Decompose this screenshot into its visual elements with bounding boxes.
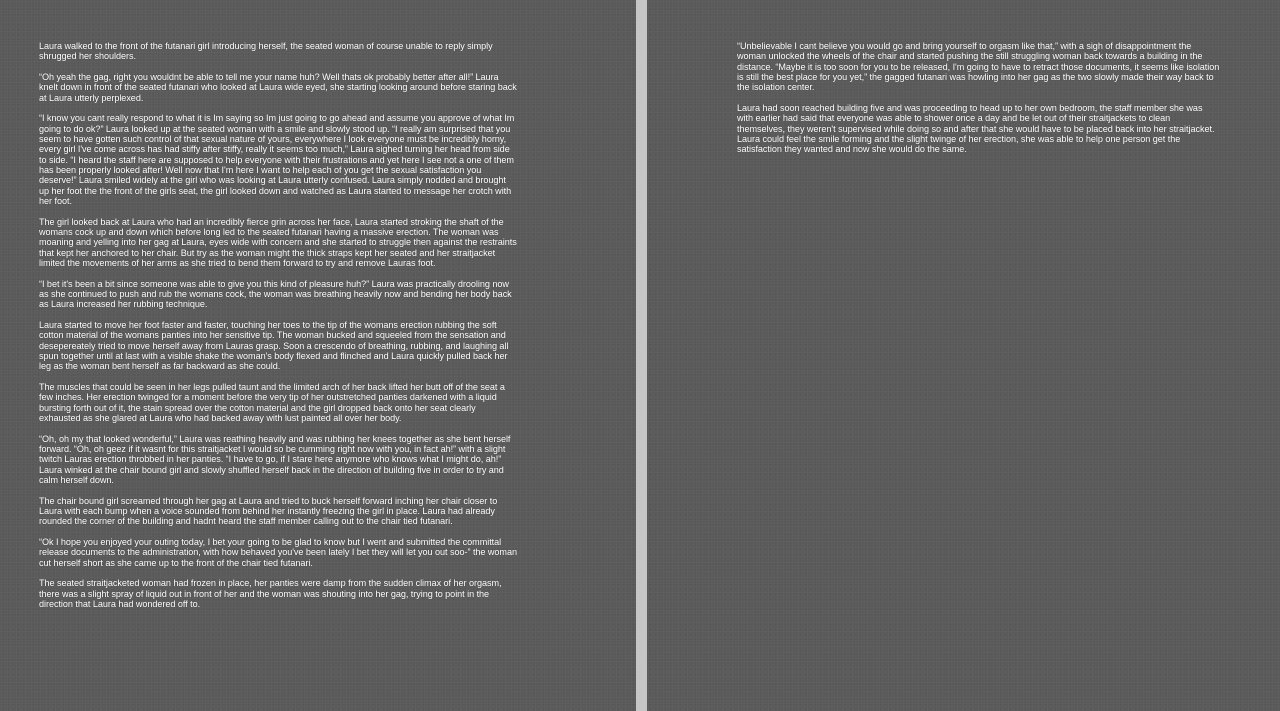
left-paragraph-7: The muscles that could be seen in her legs pulled taunt and the limited arch of her back lifted her butt off of the seat a few inches. Her erection twinged for a moment before the very tip of her outstretched panties darkened with a liquid bursting forth out of it, the stain spread over the cotton material and the girl dropped back onto her seat clearly exhausted as she glared at Laura who had backed away with lust painted all over her body. [39,382,505,424]
left-paragraph-9: The chair bound girl screamed through her gag at Laura and tried to buck herself forward inching her chair closer to Laura with each bump when a voice sounded from behind her instantly freezing the girl in place. Laura had already rounded the corner of the building and hadnt heard the staff member calling out to the chair tied futanari. [39,495,498,527]
left-paragraph-8: “Oh, oh my that looked wonderful,” Laura was reathing heavily and was rubbing her knees together as she bent herself forward. “Oh, oh geez if it wasnt for this straitjacket I would so be cumming right now with you, in fact ah!” with a slight twitch Lauras erection throbbed in her panties. “I have to go, if I stare here anymore who knows what I might do, ah!” Laura winked at the chair bound girl and slowly shuffled herself back in the direction of building five in order to try and calm herself down. [39,433,511,486]
page-gutter [636,0,647,711]
right-paragraph-1: “Unbelievable I cant believe you would go and bring yourself to orgasm like that,” with a sigh of disappointment the woman unlocked the wheels of the chair and started pushing the still struggling woman back towards a building in the distance. “Maybe it is too soon for you to be released, I'm going to have to retract those documents, it seems like isolation is still the best place for you yet,” the gagged futanari was howling into her gag as the two slowly made their way back to the isolation center. [737,41,1220,93]
left-paragraph-2: “Oh yeah the gag, right you wouldnt be able to tell me your name huh? Well thats ok probably better after all!” Laura knelt down in front of the seated futanari who looked at Laura wide eyed, she starting looking around before staring back at Laura utterly perplexed. [39,71,517,103]
left-paragraph-5: “I bet it's been a bit since someone was able to give you this kind of pleasure huh?” Laura was practically drooling now as she continued to push and rub the womans cock, the woman was breathing heavily now and bending her body back as Laura increased her rubbing technique. [39,278,512,310]
left-paragraph-6: Laura started to move her foot faster and faster, touching her toes to the tip of the womans erection rubbing the soft cotton material of the womans panties into her sensitive tip. The woman bucked and squeeled from the sensation and desepereately tried to move herself away from Lauras grasp. Soon a crescendo of breathing, rubbing, and laughing all spun together until at last with a visible shake the woman's body flexed and flinched and Laura quickly pulled back her leg as the woman bent herself as far backward as she could. [39,320,509,372]
left-paragraph-4: The girl looked back at Laura who had an incredibly fierce grin across her face, Laura started stroking the shaft of the womans cock up and down which before long led to the seated futanari having a massive erection. The woman was moaning and yelling into her gag at Laura, eyes wide with concern and she started to struggle then against the restraints that kept her anchored to her chair. But try as the woman might the thick straps kept her seated and her straitjacket limited the movements of her arms as she tried to bend them forward to try and remove Lauras foot. [39,216,517,269]
left-page [0,0,636,711]
left-paragraph-11: The seated straitjacketed woman had frozen in place, her panties were damp from the sudden climax of her orgasm, there was a slight spray of liquid out in front of her and the woman was shouting into her gag, trying to point in the direction that Laura had wondered off to. [39,578,502,610]
left-paragraph-1: Laura walked to the front of the futanari girl introducing herself, the seated woman of course unable to reply simply shrugged her shoulders. [39,41,493,62]
left-paragraph-10: “Ok I hope you enjoyed your outing today, I bet your going to be glad to know but I went and submitted the committal release documents to the administration, with how behaved you've been lately I bet they will let you out soo-” the woman cut herself short as she came up to the front of the chair tied futanari. [39,537,517,568]
right-paragraph-2: Laura had soon reached building five and was proceeding to head up to her own bedroom, the staff member she was with earlier had said that everyone was able to shower once a day and be let out of their straitjackets to clean themselves, they weren't supervised while doing so and after that she would have to be placed back into her straitjacket. Laura could feel the smile forming and the slight twinge of her erection, she was able to help one person get the satisfaction they wanted and now she would do the same. [737,103,1215,155]
right-page [647,0,1280,711]
left-paragraph-3: “I know you cant really respond to what it is Im saying so Im just going to go ahead and assume you approve of what Im going to do ok?” Laura looked up at the seated woman with a smile and slowly stood up. “I really am surprised that you seem to have gotten such control of that sexual nature of yours, everywhere I look everyone must be incredibly horny, every girl I've come across has had stiffy after stiffy, really it seems too much,” Laura sighed turning her head from side to side. “I heard the staff here are supposed to help everyone with their frustrations and yet here I see not a one of them has been properly looked after! Well now that I'm here I want to help each of you get the sexual satisfaction you deserve!” Laura smiled widely at the girl who was looking at Laura utterly confused. Laura simply nodded and brought up her foot the the front of the girls seat, the girl looked down and watched as Laura started to message her crotch with her foot. [39,113,515,207]
